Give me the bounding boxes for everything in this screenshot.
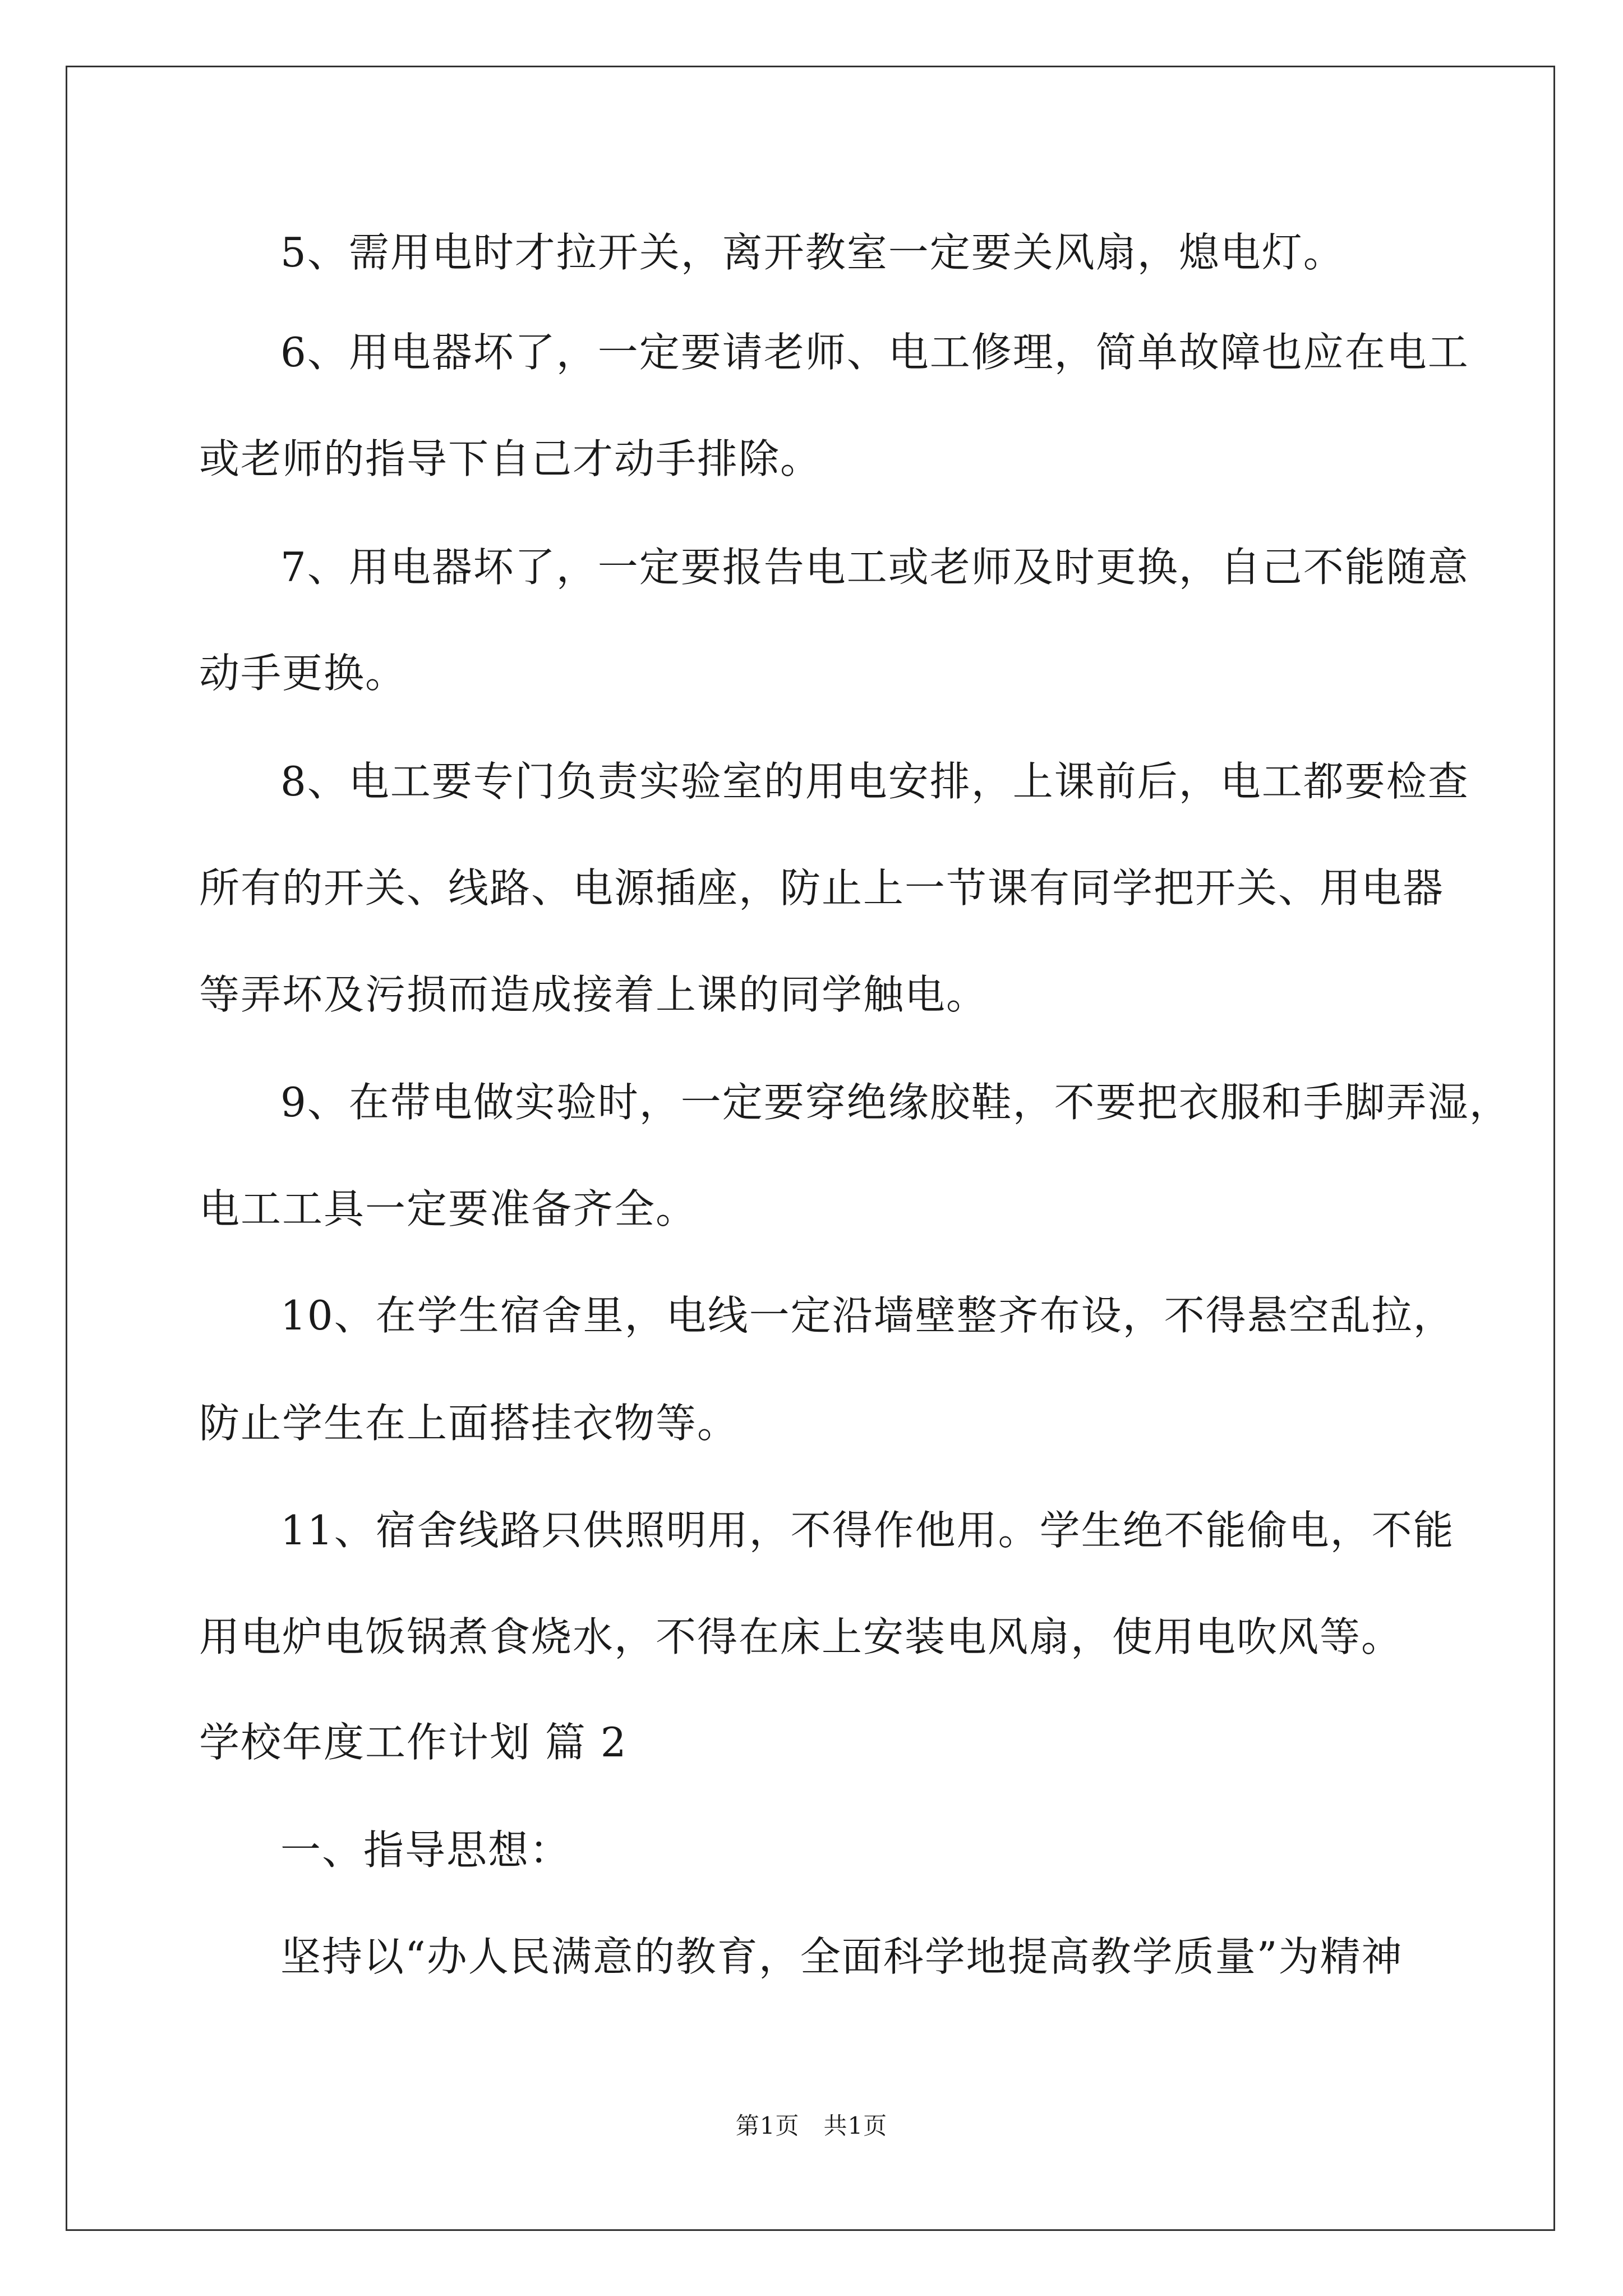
paragraph-line: 动手更换。 bbox=[199, 650, 407, 697]
page-border bbox=[66, 66, 1555, 2231]
paragraph-line: 7、用电器坏了，一定要报告电工或老师及时更换，自己不能随意 bbox=[280, 544, 1469, 591]
paragraph-line: 10、在学生宿舍里，电线一定沿墙壁整齐布设，不得悬空乱拉， bbox=[280, 1292, 1455, 1339]
paragraph-line: 所有的开关、线路、电源插座，防止上一节课有同学把开关、用电器 bbox=[199, 864, 1445, 912]
paragraph-line: 等弄坏及污损而造成接着上课的同学触电。 bbox=[199, 971, 988, 1018]
paragraph-line: 坚持以“办人民满意的教育，全面科学地提高教学质量”为精神 bbox=[280, 1933, 1403, 1980]
paragraph-line: 5、需用电时才拉开关，离开教室一定要关风扇，熄电灯。 bbox=[280, 229, 1345, 276]
paragraph-line: 9、在带电做实验时，一定要穿绝缘胶鞋，不要把衣服和手脚弄湿， bbox=[280, 1079, 1511, 1126]
paragraph-line: 6、用电器坏了，一定要请老师、电工修理，简单故障也应在电工 bbox=[280, 329, 1469, 376]
section-heading: 学校年度工作计划 篇 2 bbox=[199, 1719, 628, 1766]
paragraph-line: 或老师的指导下自己才动手排除。 bbox=[199, 435, 822, 482]
page-number-footer: 第1页 共1页 bbox=[735, 2112, 888, 2139]
paragraph-line: 防止学生在上面搭挂衣物等。 bbox=[199, 1400, 739, 1447]
paragraph-line: 用电炉电饭锅煮食烧水，不得在床上安装电风扇，使用电吹风等。 bbox=[199, 1613, 1403, 1660]
paragraph-line: 8、电工要专门负责实验室的用电安排，上课前后，电工都要检查 bbox=[280, 758, 1469, 805]
paragraph-line: 11、宿舍线路只供照明用，不得作他用。学生绝不能偷电，不能 bbox=[280, 1507, 1455, 1554]
subsection-heading: 一、指导思想： bbox=[280, 1826, 571, 1874]
paragraph-line: 电工工具一定要准备齐全。 bbox=[199, 1185, 698, 1232]
